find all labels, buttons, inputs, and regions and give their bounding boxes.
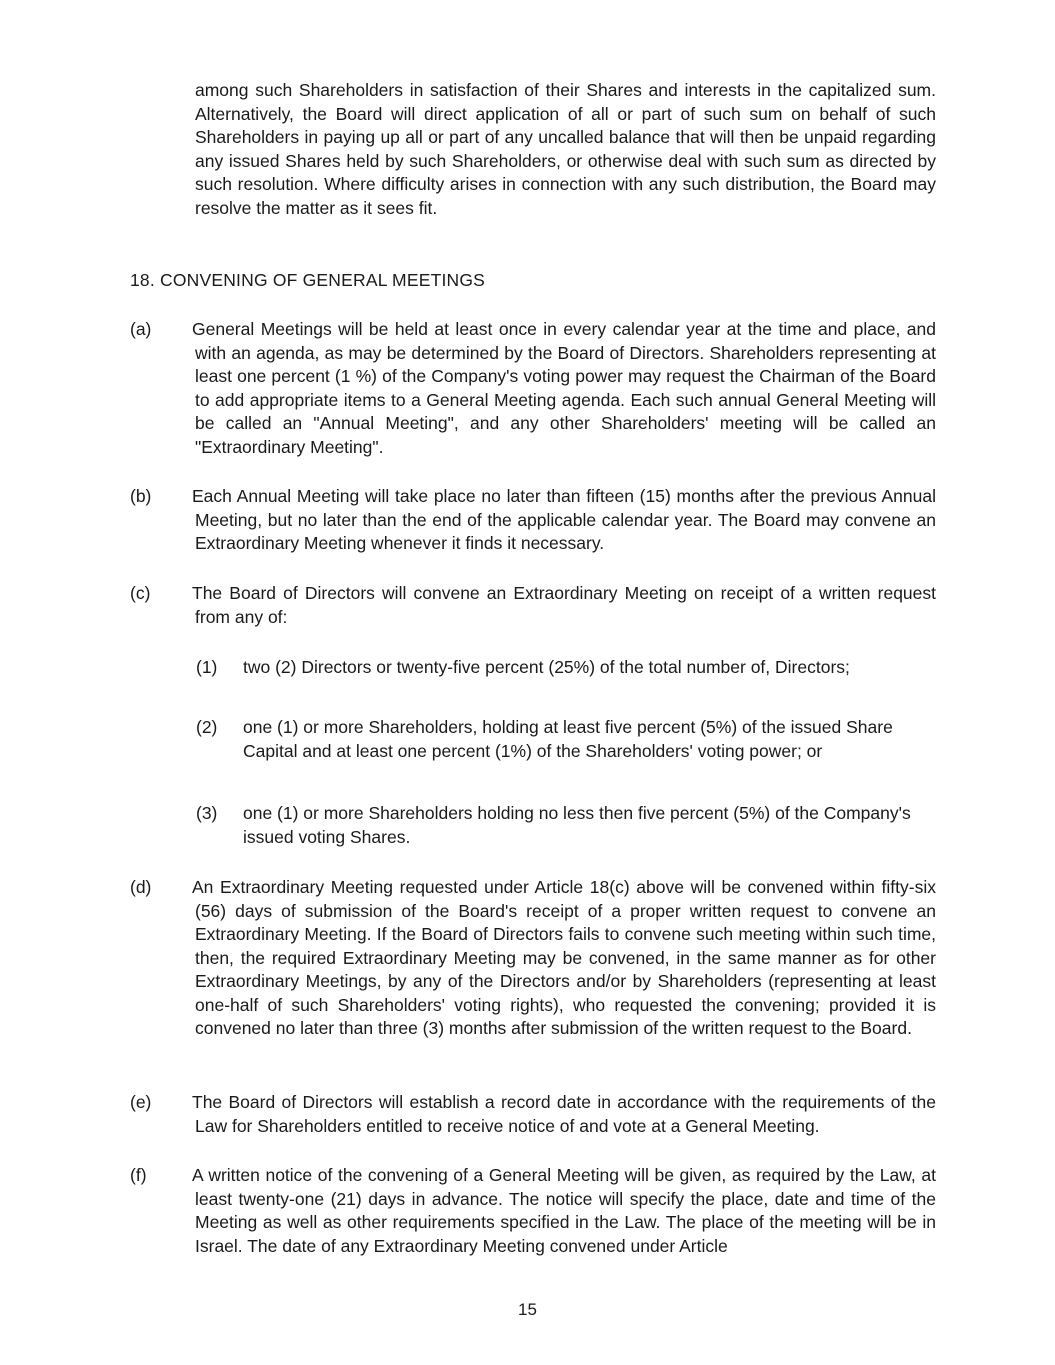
clause-text: A written notice of the convening of a General Meeting will be given, as required by the Law, at least twenty-one (21) days in advance. The notice will specify the place, date and time of the Meeting as well as other requirements specified in the Law. The place of the meeting will be in Israel. The date of any Extraordinary Meeting convened under Article (192, 1165, 936, 1256)
continuation-paragraph: among such Shareholders in satisfaction of their Shares and interests in the capitalized sum. Alternatively, the Board will direct application of all or part of such sum on behalf of such Shareholders in paying up all or part of any uncalled balance that will then be unpaid regarding any issued Shares held by such Shareholders, or otherwise deal with such sum as directed by such resolution. Where difficulty arises in connection with any such distribution, the Board may resolve the matter as it sees fit. (195, 80, 936, 218)
page-number: 15 (518, 1300, 537, 1319)
subclause-label: (1) (196, 657, 218, 677)
clause-label: (b) (130, 486, 152, 506)
clause-label: (e) (130, 1092, 152, 1112)
subclause-text: one (1) or more Shareholders, holding at least five percent (5%) of the issued Share Capital and at least one percent (1%) of the Shareholders' voting power; or (243, 717, 893, 761)
clause-label: (c) (130, 583, 151, 603)
clause-text: An Extraordinary Meeting requested under Article 18(c) above will be convened within fifty-six (56) days of submission of the Board's receipt of a proper written request to convene an Extraordinary Meeting. If the Board of Directors fails to convene such meeting within such time, then, the required Extraordinary Meeting may be convened, in the same manner as for other Extraordinary Meetings, by any of the Directors and/or by Shareholders (representing at least one-half of such Shareholders' voting rights), who requested the convening; provided it is convened no later than three (3) months after submission of the written request to the Board. (192, 877, 936, 1038)
subclause-text: one (1) or more Shareholders holding no less then five percent (5%) of the Company's issued voting Shares. (243, 803, 911, 847)
subclause-text: two (2) Directors or twenty-five percent (25%) of the total number of, Directors; (243, 657, 850, 677)
clause-label: (d) (130, 877, 152, 897)
clause-text: The Board of Directors will convene an Extraordinary Meeting on receipt of a written request from any of: (192, 583, 936, 627)
clause-label: (a) (130, 319, 152, 339)
clause-text: Each Annual Meeting will take place no later than fifteen (15) months after the previous Annual Meeting, but no later than the end of the applicable calendar year. The Board may convene an Extraordinary Meeting whenever it finds it necessary. (192, 486, 936, 553)
clause-text: General Meetings will be held at least once in every calendar year at the time and place, and with an agenda, as may be determined by the Board of Directors. Shareholders representing at least one percent (1 %) of the Company's voting power may request the Chairman of the Board to add appropriate items to a General Meeting agenda. Each such annual General Meeting will be called an "Annual Meeting", and any other Shareholders' meeting will be called an "Extraordinary Meeting". (192, 319, 936, 457)
clause-text: The Board of Directors will establish a record date in accordance with the requirements of the Law for Shareholders entitled to receive notice of and vote at a General Meeting. (192, 1092, 936, 1136)
clause-label: (f) (130, 1165, 147, 1185)
subclause-label: (3) (196, 803, 218, 823)
section-heading: 18. CONVENING OF GENERAL MEETINGS (130, 270, 486, 290)
subclause-label: (2) (196, 717, 218, 737)
